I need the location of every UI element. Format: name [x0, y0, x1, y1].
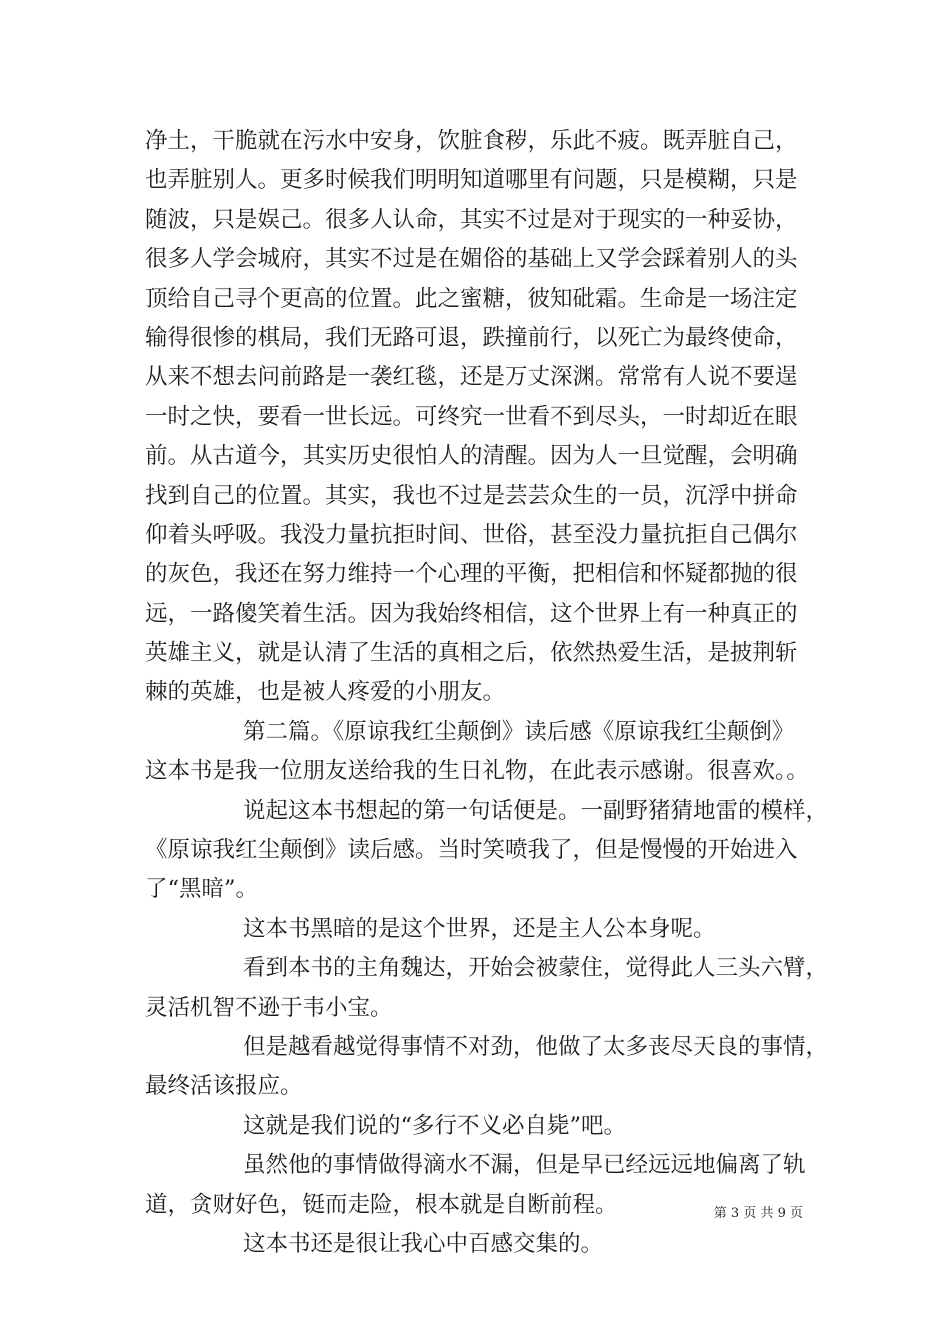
text-line: 也弄脏别人。更多时候我们明明知道哪里有问题，只是模糊，只是: [145, 167, 798, 194]
text-line: 道，贪财好色，铤而走险，根本就是自断前程。: [145, 1191, 618, 1218]
text-line: 这本书是我一位朋友送给我的生日礼物，在此表示感谢。很喜欢。。: [145, 758, 809, 785]
text-line: 棘的英雄，也是被人疼爱的小朋友。: [145, 679, 506, 706]
text-line: 仰着头呼吸。我没力量抗拒时间、世俗，甚至没力量抗拒自己偶尔: [145, 521, 798, 548]
text-line: 了“黑暗”。: [145, 876, 259, 903]
text-line: 顶给自己寻个更高的位置。此之蜜糖，彼知砒霜。生命是一场注定: [145, 285, 798, 312]
page-footer: [0, 1204, 950, 1224]
text-line: 《原谅我红尘颠倒》读后感。当时笑喷我了，但是慢慢的开始进入: [145, 837, 798, 864]
text-line: 随波，只是娱己。很多人认命，其实不过是对于现实的一种妥协，: [145, 206, 798, 233]
text-line: 一时之快，要看一世长远。可终究一世看不到尽头，一时却近在眼: [145, 403, 798, 430]
text-line: 的灰色，我还在努力维持一个心理的平衡，把相信和怀疑都抛的很: [145, 561, 798, 588]
text-line: 虽然他的事情做得滴水不漏，但是早已经远远地偏离了轨: [243, 1152, 806, 1179]
text-line: 说起这本书想起的第一句话便是。一副野猪猜地雷的模样，: [243, 797, 829, 824]
body-text: [145, 122, 829, 1264]
page-number: 第 3 页 共 9 页: [713, 1206, 803, 1221]
text-line: 英雄主义，就是认清了生活的真相之后，依然热爱生活，是披荆斩: [145, 640, 798, 667]
text-line: 前。从古道今，其实历史很怕人的清醒。因为人一旦觉醒，会明确: [145, 443, 798, 470]
text-line: 找到自己的位置。其实，我也不过是芸芸众生的一员，沉浮中拼命: [145, 482, 798, 509]
text-line: 从来不想去问前路是一袭红毯，还是万丈深渊。常常有人说不要逞: [145, 364, 798, 391]
text-line: 灵活机智不逊于韦小宝。: [145, 994, 393, 1021]
text-line: 这就是我们说的“多行不义必自毙”吧。: [243, 1112, 627, 1139]
text-line: 这本书黑暗的是这个世界，还是主人公本身呢。: [243, 915, 716, 942]
text-line: 输得很惨的棋局，我们无路可退，跌撞前行，以死亡为最终使命，: [145, 324, 798, 351]
section-heading-line: 第二篇。《原谅我红尘颠倒》读后感《原谅我红尘颠倒》: [243, 718, 795, 745]
text-line: 看到本书的主角魏达，开始会被蒙住，觉得此人三头六臂，: [243, 955, 829, 982]
text-line: 远，一路傻笑着生活。因为我始终相信，这个世界上有一种真正的: [145, 600, 798, 627]
text-line: 但是越看越觉得事情不对劲，他做了太多丧尽天良的事情，: [243, 1033, 829, 1060]
text-line: 很多人学会城府，其实不过是在媚俗的基础上又学会踩着别人的头: [145, 246, 798, 273]
text-line: 这本书还是很让我心中百感交集的。: [243, 1230, 604, 1257]
text-line: 最终活该报应。: [145, 1073, 303, 1100]
text-line: 净土，干脆就在污水中安身，饮脏食秽，乐此不疲。既弄脏自己，: [145, 128, 798, 154]
